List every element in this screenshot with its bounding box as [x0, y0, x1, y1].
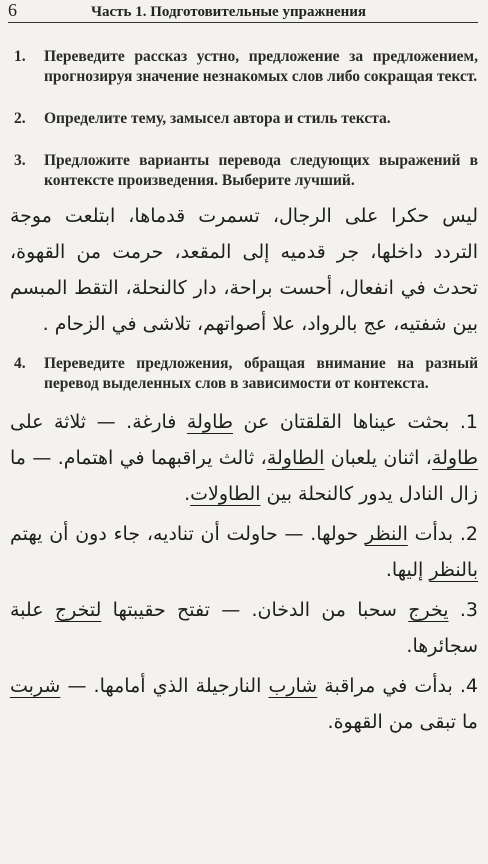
- example-number: 4.: [459, 675, 478, 697]
- arabic-expressions: ليس حكرا على الرجال، تسمرت قدماها، ابتلعت موجة التردد داخلها، جر قدميه إلى المقعد، حرمت من القهوة، تحدث في انفعال، أحست براحة، دار كالنحلة، التقط المبسم بين شفتيه، عج بالرواد، علا أصواتهم، تلاشى في الزحام .: [10, 205, 478, 335]
- example-sentence-2: [8, 516, 478, 588]
- example-text: .: [184, 483, 191, 505]
- example-text: ما تبقى من القهوة.: [327, 711, 478, 733]
- example-text: بحثت عيناها القلقتان عن: [232, 411, 460, 433]
- running-title: Часть 1. Подготовительные упражнения: [91, 4, 367, 20]
- page-number: 6: [8, 0, 17, 20]
- highlighted-word: النظر: [364, 523, 408, 545]
- example-number: 2.: [459, 523, 478, 545]
- example-text: فارغة. — ثلاثة على: [10, 411, 187, 433]
- task-1: [8, 47, 478, 87]
- page-header: [8, 0, 478, 23]
- task-2: [8, 109, 478, 129]
- task-number: 4.: [14, 355, 26, 372]
- example-text: بدأت: [407, 523, 460, 545]
- example-sentence-1: [8, 404, 478, 512]
- example-number: 3.: [459, 599, 478, 621]
- task-text: Переведите предложения, обращая внимание на разный перевод выделенных слов в зависимости от контекста.: [44, 355, 478, 392]
- task-number: 1.: [14, 48, 26, 65]
- task-number: 3.: [14, 152, 26, 169]
- task-text: Предложите варианты перевода следующих выражений в контексте произведения. Выберите лучший.: [44, 152, 478, 189]
- example-text: بدأت في مراقبة: [317, 675, 460, 697]
- task-3: [8, 151, 478, 191]
- task-text: Переведите рассказ устно, предложение за предложением, прогнозируя значение незнакомых слов либо сокращая текст.: [44, 48, 478, 85]
- highlighted-word: طاولة: [186, 411, 233, 433]
- highlighted-word: الطاولة: [266, 447, 325, 469]
- example-sentence-3: [8, 592, 478, 664]
- example-text: سحبا من الدخان. — تفتح حقيبتها: [101, 599, 409, 621]
- highlighted-word: بالنظر: [429, 559, 478, 581]
- highlighted-word: الطاولات: [190, 483, 261, 505]
- task-text: Определите тему, замысел автора и стиль текста.: [44, 110, 391, 127]
- example-text: النارجيلة الذي أمامها. —: [60, 675, 269, 697]
- highlighted-word: طاولة: [431, 447, 478, 469]
- task-number: 2.: [14, 110, 26, 127]
- example-text: ، اثنان يلعبان: [324, 447, 432, 469]
- example-number: 1.: [459, 411, 478, 433]
- highlighted-word: لتخرج: [54, 599, 102, 621]
- example-text: حولها. — حاولت أن تناديه، جاء دون أن يهتم: [10, 523, 365, 545]
- example-text: علبة سجائرها.: [10, 599, 478, 657]
- example-text: إليها.: [385, 559, 430, 581]
- example-text: ، ثالث يراقبهما في اهتمام. — ما زال النادل يدور كالنحلة بين: [10, 447, 478, 505]
- example-text: [449, 599, 460, 621]
- example-sentence-4: [8, 668, 478, 740]
- task-4: [8, 354, 478, 394]
- highlighted-word: شربت: [10, 675, 61, 697]
- highlighted-word: شارب: [268, 675, 318, 697]
- highlighted-word: يخرج: [408, 599, 449, 621]
